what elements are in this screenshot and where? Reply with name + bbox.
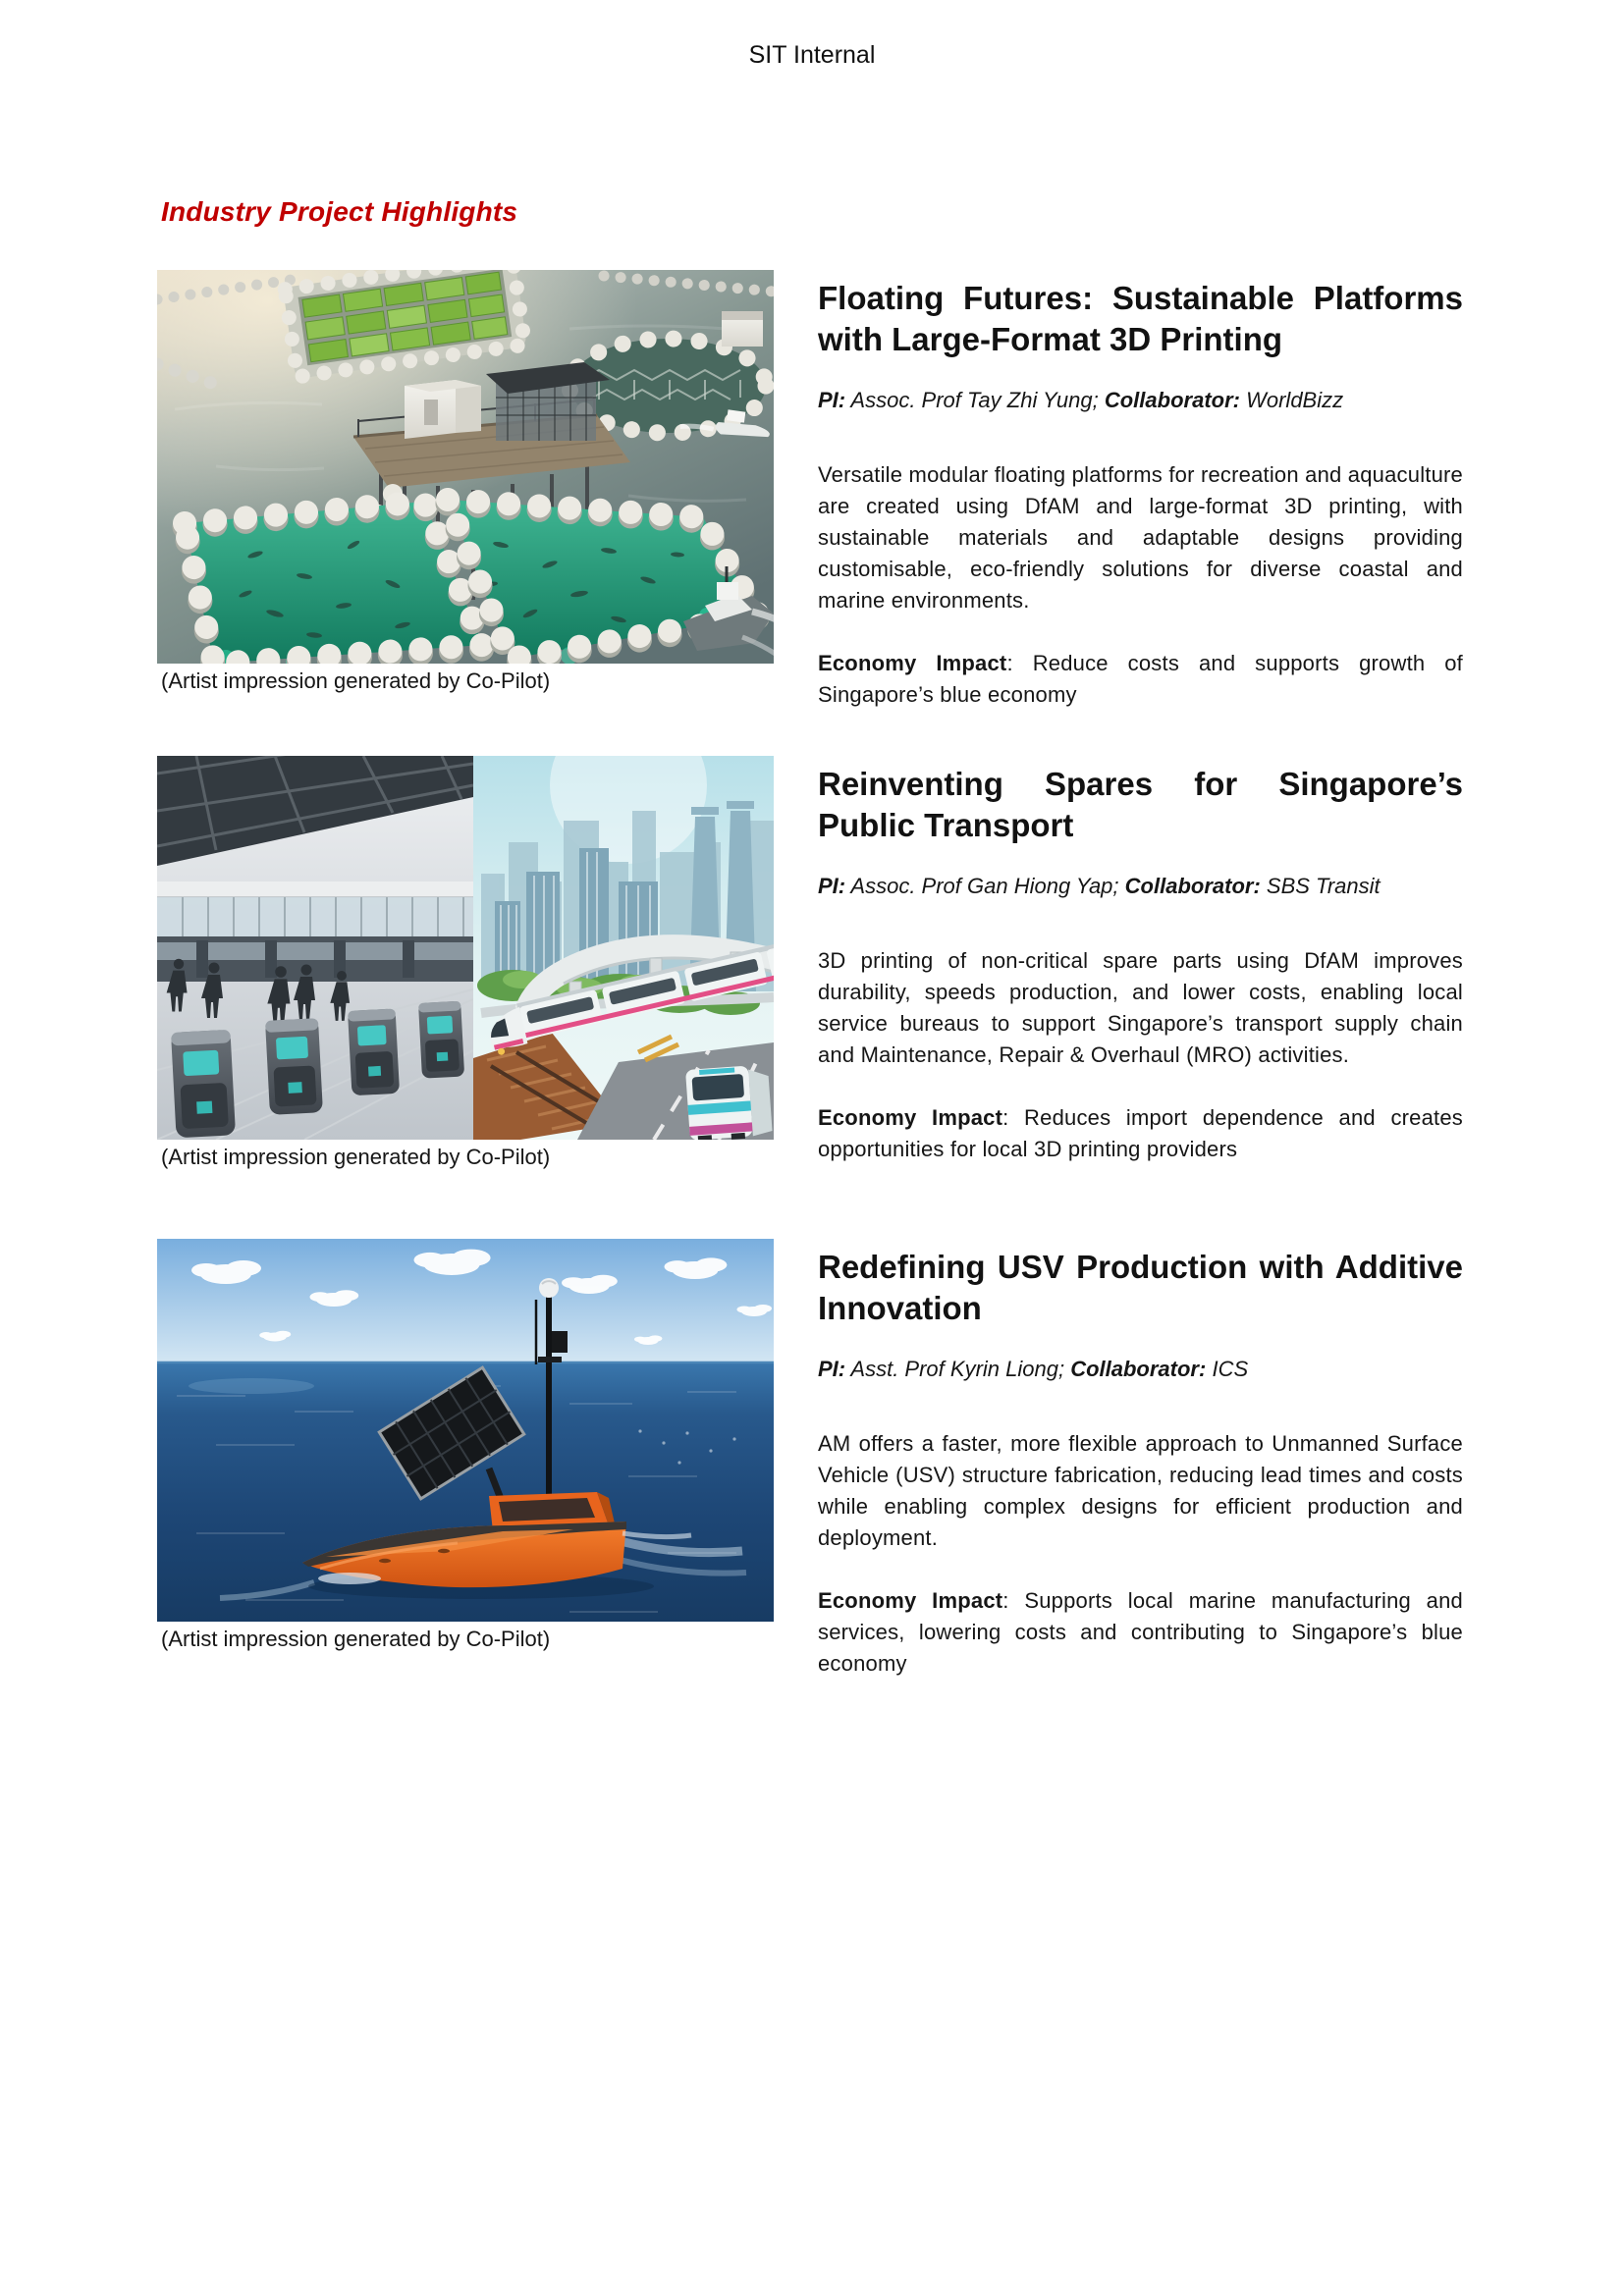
pi-name: Assoc. Prof Gan Hiong Yap; xyxy=(850,874,1119,898)
usv-image xyxy=(157,1239,774,1622)
project-description: AM offers a faster, more flexible approach to Unmanned Surface Vehicle (USV) structure fabrication, reducing lead times and costs while enabling complex designs for efficient production and deployment. xyxy=(818,1431,1463,1550)
impact-label: Economy Impact xyxy=(818,1588,1003,1613)
project-description: 3D printing of non-critical spare parts using DfAM improves durability, speeds production, and lower costs, enabling local service bureaus to support Singapore’s transport supply chain and Maintenance, Repair & Overhaul (MRO) activities. xyxy=(818,948,1463,1067)
project-title: Redefining USV Production with Additive Innovation xyxy=(818,1249,1463,1326)
pi-name: Asst. Prof Kyrin Liong; xyxy=(850,1357,1065,1381)
project-title: Floating Futures: Sustainable Platforms with Large-Format 3D Printing xyxy=(818,280,1463,357)
collaborator-name: SBS Transit xyxy=(1266,874,1380,898)
project-impact xyxy=(818,1102,1463,1165)
project-figure xyxy=(157,270,774,694)
pi-label: PI: xyxy=(818,1357,846,1381)
collaborator-name: WorldBizz xyxy=(1246,388,1344,412)
collaborator-label: Collaborator: xyxy=(1070,1357,1207,1381)
section-heading: Industry Project Highlights xyxy=(161,196,518,227)
project-figure xyxy=(157,756,774,1170)
pi-label: PI: xyxy=(818,388,846,412)
project-text-column xyxy=(818,270,1463,711)
project-figure xyxy=(157,1239,774,1652)
pi-label: PI: xyxy=(818,874,846,898)
project-text-column xyxy=(818,756,1463,1165)
impact-label: Economy Impact xyxy=(818,1105,1003,1130)
project-pi-line xyxy=(818,1354,1463,1385)
image-caption: (Artist impression generated by Co-Pilot) xyxy=(161,1627,551,1651)
collaborator-label: Collaborator: xyxy=(1124,874,1261,898)
impact-label: Economy Impact xyxy=(818,651,1007,675)
collaborator-name: ICS xyxy=(1212,1357,1249,1381)
collaborator-label: Collaborator: xyxy=(1104,388,1240,412)
project-impact xyxy=(818,1585,1463,1680)
impact-text: : Supports local marine manufacturing and services, lowering costs and contributing to Singapore’s blue economy xyxy=(818,1588,1463,1676)
impact-text: : Reduces import dependence and creates opportunities for local 3D printing providers xyxy=(818,1105,1463,1161)
floating-platforms-image xyxy=(157,270,774,664)
pi-name: Assoc. Prof Tay Zhi Yung; xyxy=(850,388,1099,412)
project-impact xyxy=(818,648,1463,711)
project-text-column xyxy=(818,1239,1463,1680)
project-pi-line xyxy=(818,871,1463,902)
image-caption: (Artist impression generated by Co-Pilot) xyxy=(161,1145,551,1169)
public-transport-image xyxy=(157,756,774,1140)
impact-text: : Reduce costs and supports growth of Singapore’s blue economy xyxy=(818,651,1463,707)
project-title: Reinventing Spares for Singapore’s Public Transport xyxy=(818,766,1463,843)
page-header: SIT Internal xyxy=(748,41,876,69)
image-caption: (Artist impression generated by Co-Pilot) xyxy=(161,668,551,693)
project-pi-line xyxy=(818,385,1463,416)
project-description: Versatile modular floating platforms for recreation and aquaculture are created using DfAM and large-format 3D printing, with sustainable materials and adaptable designs providing customisable, eco-friendly solutions for diverse coastal and marine environments. xyxy=(818,462,1463,613)
